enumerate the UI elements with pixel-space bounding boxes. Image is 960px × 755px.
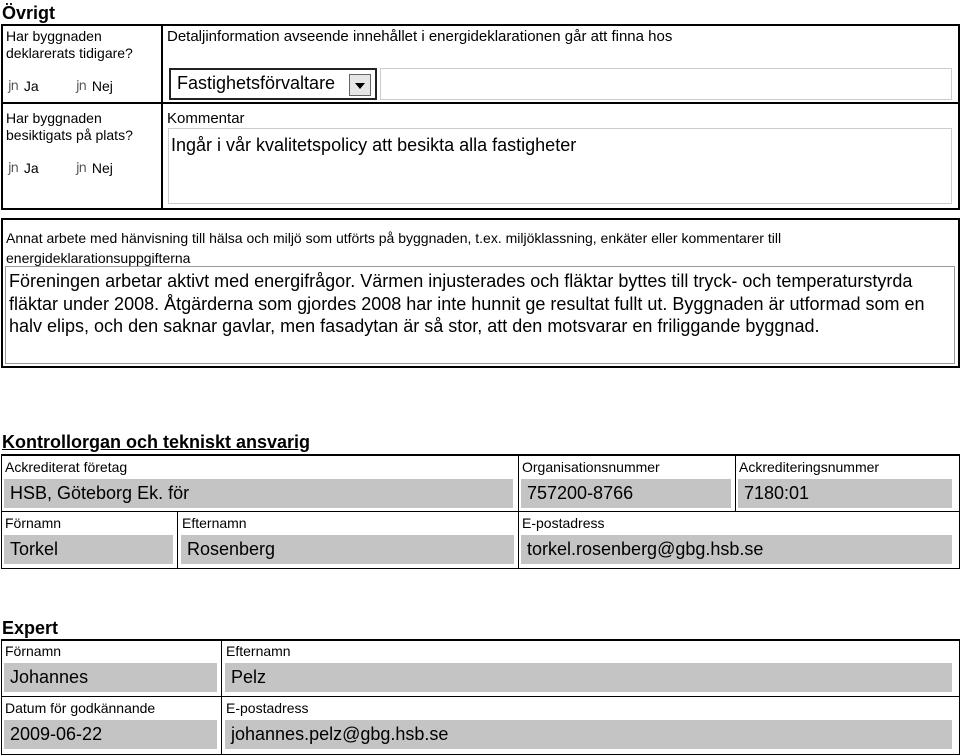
detail-source-select[interactable] — [169, 68, 377, 100]
q1-label: Har byggnaden deklarerats tidigare? — [6, 28, 133, 61]
comment-value: Ingår i vår kvalitetspolicy att besikta alla fastigheter — [171, 135, 577, 155]
fornamn-field[interactable]: Torkel — [4, 535, 173, 564]
section-heading-expert: Expert — [2, 618, 59, 638]
efternamn-field[interactable]: Rosenberg — [181, 535, 514, 564]
email-field[interactable]: torkel.rosenberg@gbg.hsb.se — [521, 535, 952, 564]
company-field[interactable]: HSB, Göteborg Ek. för — [4, 479, 513, 508]
ovrigt-divider-vertical — [161, 24, 163, 210]
q2-radio-no[interactable] — [76, 160, 113, 176]
fornamn-label: Förnamn — [5, 515, 62, 531]
efternamn-label: Efternamn — [182, 515, 247, 531]
annat-label: Annat arbete med hänvisning till hälsa och miljö som utförts på byggnaden, t.ex. miljöklassning, enkäter eller kommentarer till energideklarationsuppgifterna — [6, 230, 782, 266]
datum-label: Datum för godkännande — [5, 700, 156, 716]
kontroll-row2-divider-1 — [177, 511, 178, 569]
q1-radio-yes[interactable] — [8, 78, 39, 94]
expert-email-field[interactable]: johannes.pelz@gbg.hsb.se — [225, 720, 952, 749]
expert-divider-vertical — [221, 641, 222, 755]
company-label: Ackrediterat företag — [5, 459, 128, 475]
annat-text: Föreningen arbetar aktivt med energifrågor. Värmen injusterades och fläktar byttes till tryck- och temperaturstyrda fläktar under 2008. Åtgärderna som gjordes 2008 har inte hunnit ge resultat fullt ut. Byggnaden är utformad som en halv elips, och den saknar gavlar, men fasadytan är så stor, att den motsvarar en friliggande byggnad. — [9, 271, 925, 336]
kontroll-row1-divider-1 — [518, 456, 519, 512]
expert-divider-horizontal — [1, 696, 960, 697]
orgnr-field[interactable]: 757200-8766 — [521, 479, 731, 508]
radio-icon: jn — [76, 78, 86, 94]
acknr-field[interactable]: 7180:01 — [738, 479, 952, 508]
expert-fornamn-label: Förnamn — [5, 643, 62, 659]
radio-icon: jn — [76, 160, 86, 176]
q1-yes-label: Ja — [23, 78, 39, 94]
chevron-down-icon[interactable] — [349, 74, 371, 96]
expert-efternamn-label: Efternamn — [226, 643, 291, 659]
section-heading-ovrigt: Övrigt — [2, 3, 56, 23]
detail-info-text: Detaljinformation avseende innehållet i energideklarationen går att finna hos — [167, 28, 673, 45]
expert-email-label: E-postadress — [226, 700, 309, 716]
datum-field[interactable]: 2009-06-22 — [4, 720, 217, 749]
ovrigt-divider-right — [161, 102, 960, 104]
q2-yes-label: Ja — [23, 160, 39, 176]
comment-label: Kommentar — [167, 110, 245, 127]
kontroll-row2-divider-2 — [518, 511, 519, 569]
q2-radio-yes[interactable] — [8, 160, 39, 176]
comment-field[interactable] — [168, 128, 952, 204]
q1-radio-no[interactable] — [76, 78, 113, 94]
email-label: E-postadress — [522, 515, 605, 531]
section-heading-kontroll: Kontrollorgan och tekniskt ansvarig — [2, 432, 311, 452]
acknr-label: Ackrediteringsnummer — [739, 459, 880, 475]
kontroll-row1-divider-2 — [735, 456, 736, 512]
q2-no-label: Nej — [91, 160, 113, 176]
q2-label: Har byggnaden besiktigats på plats? — [6, 110, 133, 143]
detail-source-extra-field[interactable] — [380, 68, 952, 100]
ovrigt-divider-left — [1, 102, 162, 104]
expert-efternamn-field[interactable]: Pelz — [225, 663, 952, 692]
select-value: Fastighetsförvaltare — [177, 73, 336, 93]
radio-icon: jn — [8, 160, 18, 176]
orgnr-label: Organisationsnummer — [522, 459, 660, 475]
radio-icon: jn — [8, 78, 18, 94]
expert-fornamn-field[interactable]: Johannes — [4, 663, 217, 692]
q1-no-label: Nej — [91, 78, 113, 94]
